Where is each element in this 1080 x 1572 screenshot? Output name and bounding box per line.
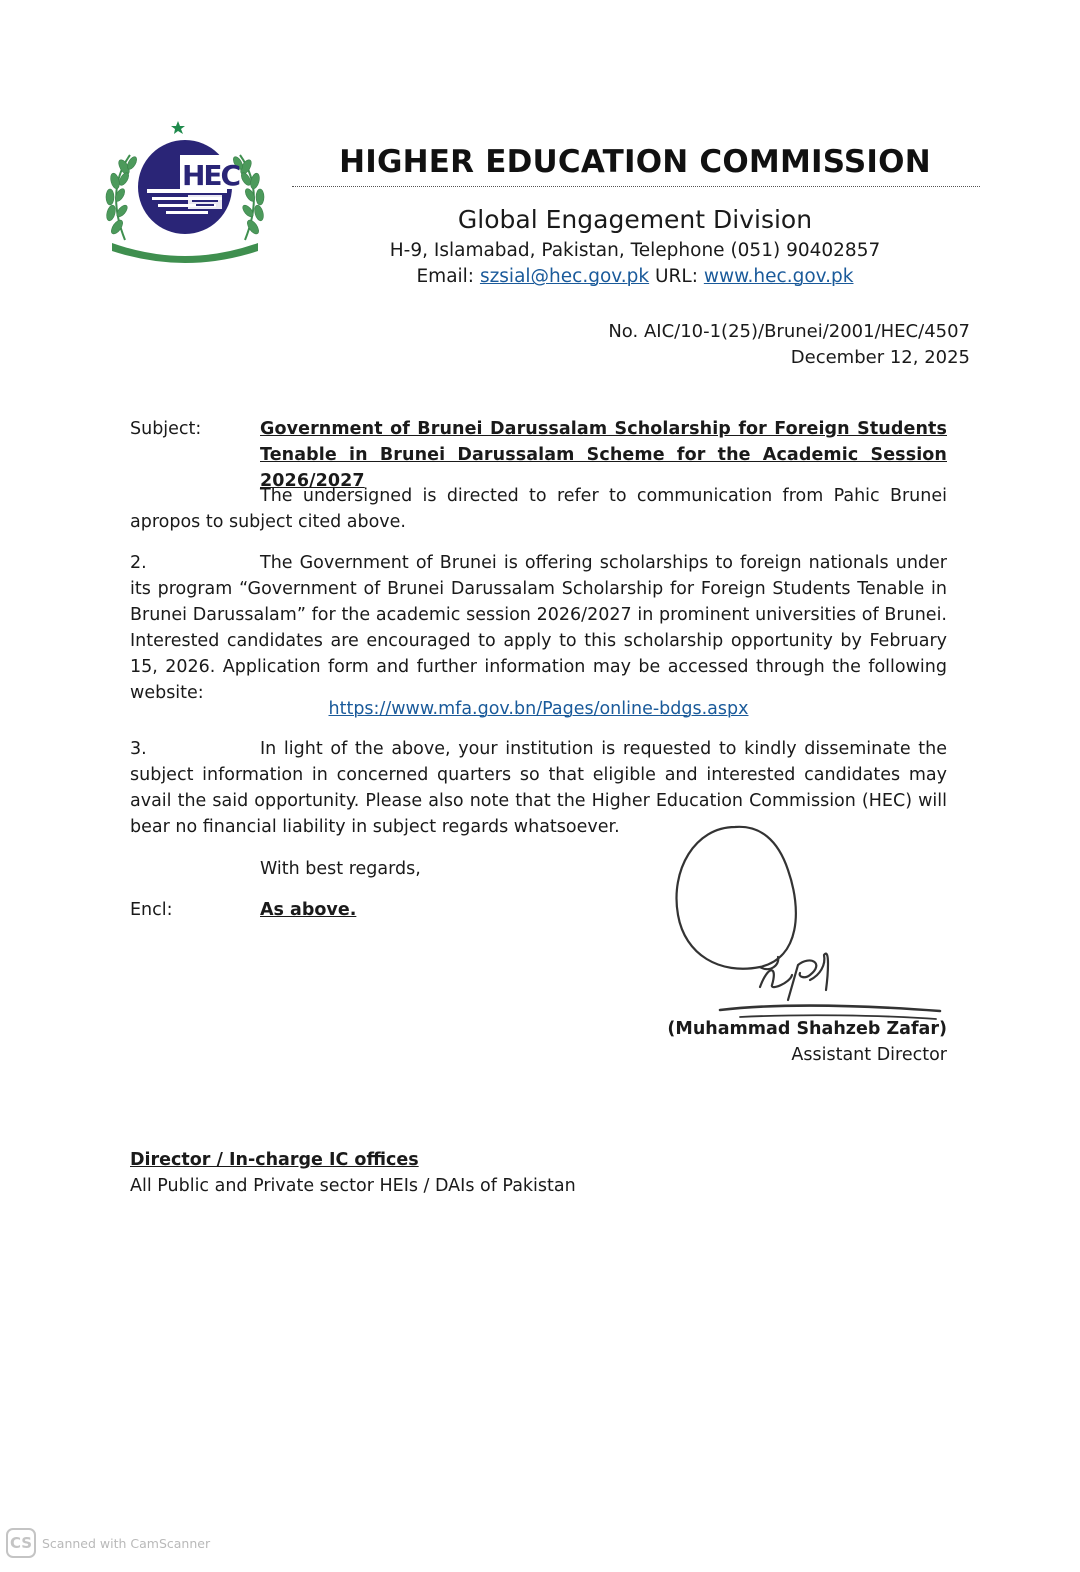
closing-line: With best regards, (260, 859, 421, 879)
website-url-link[interactable]: www.hec.gov.pk (703, 266, 854, 287)
contact-line (290, 266, 980, 287)
scholarship-website-row (130, 696, 947, 722)
url-label: URL: (655, 266, 698, 287)
header-divider (292, 186, 980, 187)
scanner-watermark (6, 1528, 210, 1558)
division-name: Global Engagement Division (457, 205, 813, 234)
paragraph-2-number: 2. (130, 553, 147, 573)
reference-block (608, 319, 970, 371)
letter-date: December 12, 2025 (790, 347, 970, 368)
paragraph-3-number: 3. (130, 739, 147, 759)
paragraph-3: In light of the above, your institution is requested to kindly disseminate the subject information in concerned quarters so that eligible and interested candidates may avail the said opportunity. Please also note that the Higher Education Commission (HEC) will bear no financial liability in subject regards whatsoever. (130, 739, 947, 837)
camscanner-icon: CS (6, 1528, 36, 1558)
organization-title: HIGHER EDUCATION COMMISSION (339, 144, 931, 180)
distribution-recipients: All Public and Private sector HEIs / DAIs of Pakistan (130, 1176, 576, 1196)
email-link[interactable]: szsial@hec.gov.pk (479, 266, 650, 287)
subject-label: Subject: (130, 419, 202, 439)
subject-text: Government of Brunei Darussalam Scholarship for Foreign Students Tenable in Brunei Darussalam Scheme for the Academic Session 2026/2027 (260, 419, 947, 491)
address-line: H-9, Islamabad, Pakistan, Telephone (051) 90402857 (389, 240, 881, 261)
enclosure-label: Encl: (130, 900, 173, 920)
signatory-title: Assistant Director (791, 1045, 947, 1065)
email-label: Email: (416, 266, 475, 287)
signatory-name: (Muhammad Shahzeb Zafar) (667, 1019, 947, 1039)
reference-number: No. AIC/10-1(25)/Brunei/2001/HEC/4507 (608, 321, 970, 342)
globe-emblem (138, 140, 240, 234)
hec-logo-text: HEC (182, 159, 240, 192)
paragraph-1: The undersigned is directed to refer to communication from Pahic Brunei apropos to subject cited above. (130, 486, 947, 532)
scanner-watermark-text: Scanned with CamScanner (42, 1535, 211, 1551)
distribution-title: Director / In-charge IC offices (130, 1150, 419, 1170)
hec-logo (100, 115, 270, 267)
handwritten-signature (660, 815, 960, 1030)
enclosure-text: As above. (260, 900, 357, 920)
scholarship-website-link[interactable]: https://www.mfa.gov.bn/Pages/online-bdgs.aspx (328, 699, 749, 719)
logo-ribbon-text: HIGHER EDUCATION COMMISSION (142, 247, 228, 253)
paragraph-2: The Government of Brunei is offering scholarships to foreign nationals under its program “Government of Brunei Darussalam Scholarship for Foreign Students Tenable in Brunei Darussalam” for the academic session 2026/2027 in prominent universities of Brunei. Interested candidates are encouraged to apply to this scholarship opportunity by February 15, 2026. Application form and further information may be accessed through the following website: (130, 553, 947, 703)
